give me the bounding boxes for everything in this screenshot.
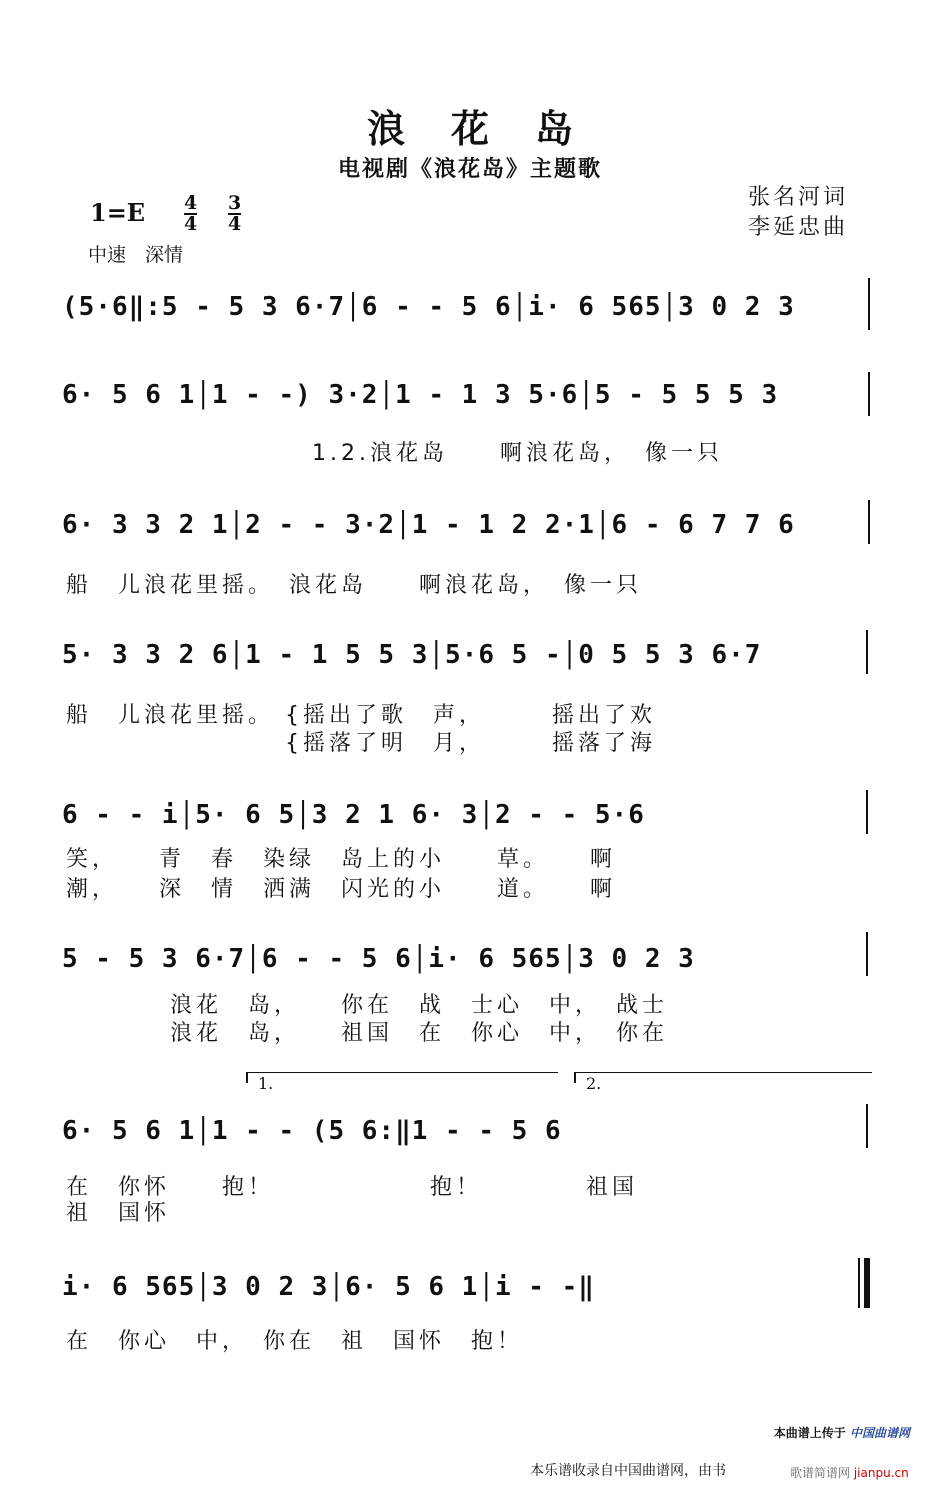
volta-bracket-2 xyxy=(574,1072,872,1083)
barline xyxy=(866,630,868,674)
score-row-1: (5·6‖:5 - 5 3 6·7│6 - - 5 6│i· 6 565│3 0 2 3 xyxy=(62,292,795,322)
lyric-row-8-verse: 在 你心 中， 你在 祖 国怀 抱！ xyxy=(66,1329,524,1354)
final-barline-thin xyxy=(858,1258,860,1308)
volta-1-label: 1. xyxy=(258,1074,274,1093)
lyric-row-5-verse-2: 潮， 深 情 洒满 闪光的小 道。 啊 xyxy=(66,877,617,902)
time-signature-2 xyxy=(228,194,241,234)
lyric-row-4-verse-1: 船 儿浪花里摇。 {摇出了歌 声， 摇出了欢 xyxy=(66,703,656,728)
composer-credit: 李延忠曲 xyxy=(747,215,848,240)
volta-bracket-1 xyxy=(246,1072,558,1083)
lyric-row-2-verse: 1.2.浪花岛 啊浪花岛， 像一只 xyxy=(312,441,723,466)
score-row-5: 6 - - i│5· 6 5│3 2 1 6· 3│2 - - 5·6 xyxy=(62,800,645,830)
score-row-4: 5· 3 3 2 6│1 - 1 5 5 3│5·6 5 -│0 5 5 3 6·7 xyxy=(62,640,762,670)
barline xyxy=(866,932,868,976)
time-sig-2-top: 3 xyxy=(228,192,242,214)
lyric-row-4-verse-2: {摇落了明 月， 摇落了海 xyxy=(66,731,656,756)
time-sig-2-bottom: 4 xyxy=(228,213,242,235)
lyricist-credit: 张名河词 xyxy=(747,185,848,210)
upload-note xyxy=(774,1424,910,1441)
score-row-3: 6· 3 3 2 1│2 - - 3·2│1 - 1 2 2·1│6 - 6 7 7 6 xyxy=(62,510,795,540)
barline xyxy=(868,278,870,330)
time-signature-1 xyxy=(184,194,197,234)
lyric-row-7-verse-2: 祖 国怀 xyxy=(66,1201,171,1226)
page-subtitle: 电视剧《浪花岛》主题歌 xyxy=(337,157,602,182)
score-row-6: 5 - 5 3 6·7│6 - - 5 6│i· 6 565│3 0 2 3 xyxy=(62,944,695,974)
barline xyxy=(868,500,870,544)
final-barline-thick xyxy=(864,1258,870,1308)
barline xyxy=(866,790,868,834)
site-logo: 中国曲谱网 xyxy=(849,1426,910,1440)
barline xyxy=(868,372,870,416)
score-row-2: 6· 5 6 1│1 - -) 3·2│1 - 1 3 5·6│5 - 5 5 5 3 xyxy=(62,380,779,410)
upload-note-text: 本曲谱上传于 xyxy=(773,1426,846,1440)
watermark xyxy=(790,1464,909,1481)
source-note: 本乐谱收录自中国曲谱网，由书 xyxy=(530,1463,726,1479)
page-title: 浪花岛 xyxy=(366,107,619,151)
time-sig-1-bottom: 4 xyxy=(184,213,198,235)
score-row-8: i· 6 565│3 0 2 3│6· 5 6 1│i - -‖ xyxy=(62,1272,595,1302)
lyric-row-5-verse-1: 笑， 青 春 染绿 岛上的小 草。 啊 xyxy=(66,847,617,872)
lyric-row-6-verse-1: 浪花 岛， 你在 战 士心 中， 战士 xyxy=(66,993,669,1018)
lyric-row-3-verse: 船 儿浪花里摇。 浪花岛 啊浪花岛， 像一只 xyxy=(66,573,643,598)
key-signature: 1=E xyxy=(90,198,146,227)
lyric-row-6-verse-2: 浪花 岛， 祖国 在 你心 中， 你在 xyxy=(66,1021,669,1046)
watermark-b: jianpu.cn xyxy=(853,1466,909,1480)
volta-2-label: 2. xyxy=(586,1074,602,1093)
tempo-marking: 中速 深情 xyxy=(88,244,184,266)
time-sig-1-top: 4 xyxy=(184,192,198,214)
watermark-a: 歌谱简谱网 xyxy=(790,1466,851,1480)
lyric-row-7-verse-1: 在 你怀 抱！ 抱！ 祖国 xyxy=(66,1175,639,1200)
score-row-7: 6· 5 6 1│1 - - (5 6:‖1 - - 5 6 xyxy=(62,1116,562,1146)
barline xyxy=(866,1104,868,1148)
